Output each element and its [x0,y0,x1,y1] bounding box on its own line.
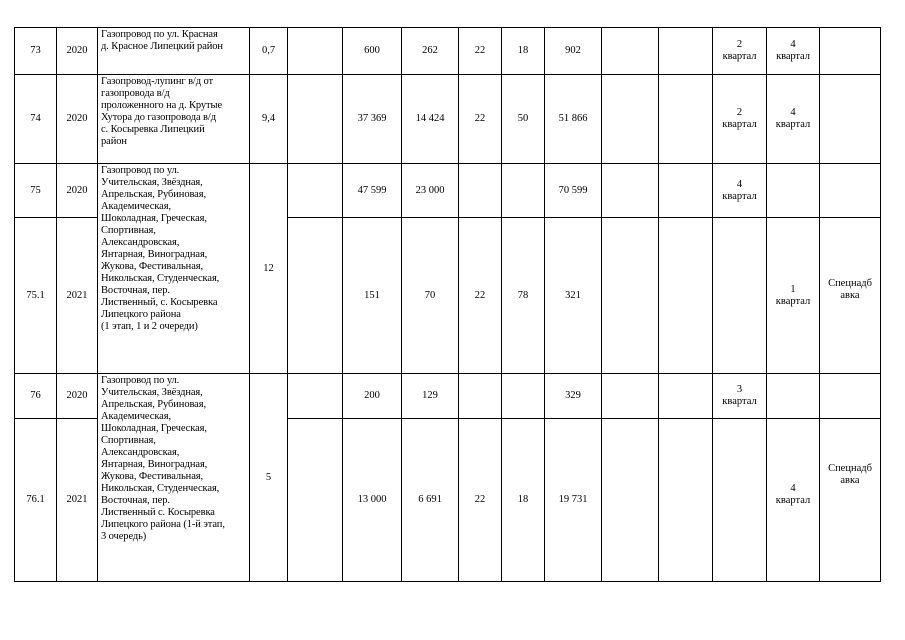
cell-total: 70 599 [545,164,602,218]
end-quarter: 4 квартал [767,28,820,75]
cell-col11 [602,218,659,374]
cell-col12 [659,419,713,582]
cell-col6: 151 [343,218,402,374]
contractor [820,75,881,164]
cell-col7: 14 424 [402,75,459,164]
contractor: Спецнадб авка [820,218,881,374]
row-number: 76.1 [15,419,57,582]
cell-col8: 22 [459,28,502,75]
cell-col5 [288,28,343,75]
start-quarter [713,218,767,374]
cell-col9: 50 [502,75,545,164]
cell-total: 19 731 [545,419,602,582]
contractor: Спецнадб авка [820,419,881,582]
cell-col6: 37 369 [343,75,402,164]
start-quarter: 4 квартал [713,164,767,218]
contractor [820,164,881,218]
cell-total: 51 866 [545,75,602,164]
cell-col8 [459,164,502,218]
row-year: 2021 [57,218,98,374]
cell-col6: 600 [343,28,402,75]
investment-program-table [14,27,881,582]
cell-col7: 129 [402,374,459,419]
cell-total: 329 [545,374,602,419]
cell-col9 [502,164,545,218]
cell-col7: 262 [402,28,459,75]
cell-col5 [288,164,343,218]
end-quarter [767,374,820,419]
cell-col12 [659,374,713,419]
start-quarter: 2 квартал [713,28,767,75]
cell-col5 [288,75,343,164]
cell-col11 [602,164,659,218]
cell-col11 [602,419,659,582]
cell-col6: 47 599 [343,164,402,218]
row-year: 2020 [57,28,98,75]
row-number: 74 [15,75,57,164]
length-km: 5 [250,374,288,582]
length-km: 12 [250,164,288,374]
cell-col9: 78 [502,218,545,374]
cell-col12 [659,75,713,164]
cell-col8 [459,374,502,419]
cell-col7: 23 000 [402,164,459,218]
cell-col9 [502,374,545,419]
cell-col8: 22 [459,419,502,582]
cell-col5 [288,374,343,419]
table-row [15,164,881,218]
end-quarter: 4 квартал [767,75,820,164]
object-name: Газопровод по ул. Учительская, Звёздная, Апрельская, Рубиновая, Академическая, Шоколадная, Греческая, Спортивная, Александровская, Янтарная, Виноградная, Жукова, Фестивальная, Никольская, Студенческая, Восточная, пер. Лиственный, с. Косыревка Липецкого района (1 этап, 1 и 2 очереди) [98,164,250,374]
row-year: 2021 [57,419,98,582]
start-quarter: 2 квартал [713,75,767,164]
cell-col9: 18 [502,28,545,75]
object-name: Газопровод по ул. Учительская, Звёздная, Апрельская, Рубиновая, Академическая, Шоколадная, Греческая, Спортивная, Александровская, Янтарная, Виноградная, Жукова, Фестивальная, Никольская, Студенческая, Восточная, пер. Лиственный с. Косыревка Липецкого района (1-й этап, 3 очередь) [98,374,250,582]
table-row [15,28,881,75]
length-km: 0,7 [250,28,288,75]
end-quarter [767,164,820,218]
table-row [15,374,881,419]
start-quarter: 3 квартал [713,374,767,419]
contractor [820,374,881,419]
cell-total: 902 [545,28,602,75]
table-row [15,75,881,164]
row-number: 76 [15,374,57,419]
cell-total: 321 [545,218,602,374]
row-year: 2020 [57,75,98,164]
cell-col12 [659,218,713,374]
contractor [820,28,881,75]
cell-col11 [602,75,659,164]
end-quarter: 1 квартал [767,218,820,374]
cell-col6: 200 [343,374,402,419]
cell-col11 [602,28,659,75]
object-name: Газопровод-лупинг в/д от газопровода в/д проложенного на д. Крутые Хутора до газопровода в/д с. Косыревка Липецкий район [98,75,250,164]
start-quarter [713,419,767,582]
cell-col8: 22 [459,75,502,164]
cell-col6: 13 000 [343,419,402,582]
cell-col9: 18 [502,419,545,582]
cell-col12 [659,164,713,218]
row-year: 2020 [57,164,98,218]
end-quarter: 4 квартал [767,419,820,582]
cell-col11 [602,374,659,419]
row-number: 75 [15,164,57,218]
object-name: Газопровод по ул. Красная д. Красное Липецкий район [98,28,250,75]
cell-col5 [288,419,343,582]
row-year: 2020 [57,374,98,419]
cell-col5 [288,218,343,374]
length-km: 9,4 [250,75,288,164]
row-number: 73 [15,28,57,75]
row-number: 75.1 [15,218,57,374]
cell-col7: 70 [402,218,459,374]
cell-col7: 6 691 [402,419,459,582]
cell-col12 [659,28,713,75]
cell-col8: 22 [459,218,502,374]
